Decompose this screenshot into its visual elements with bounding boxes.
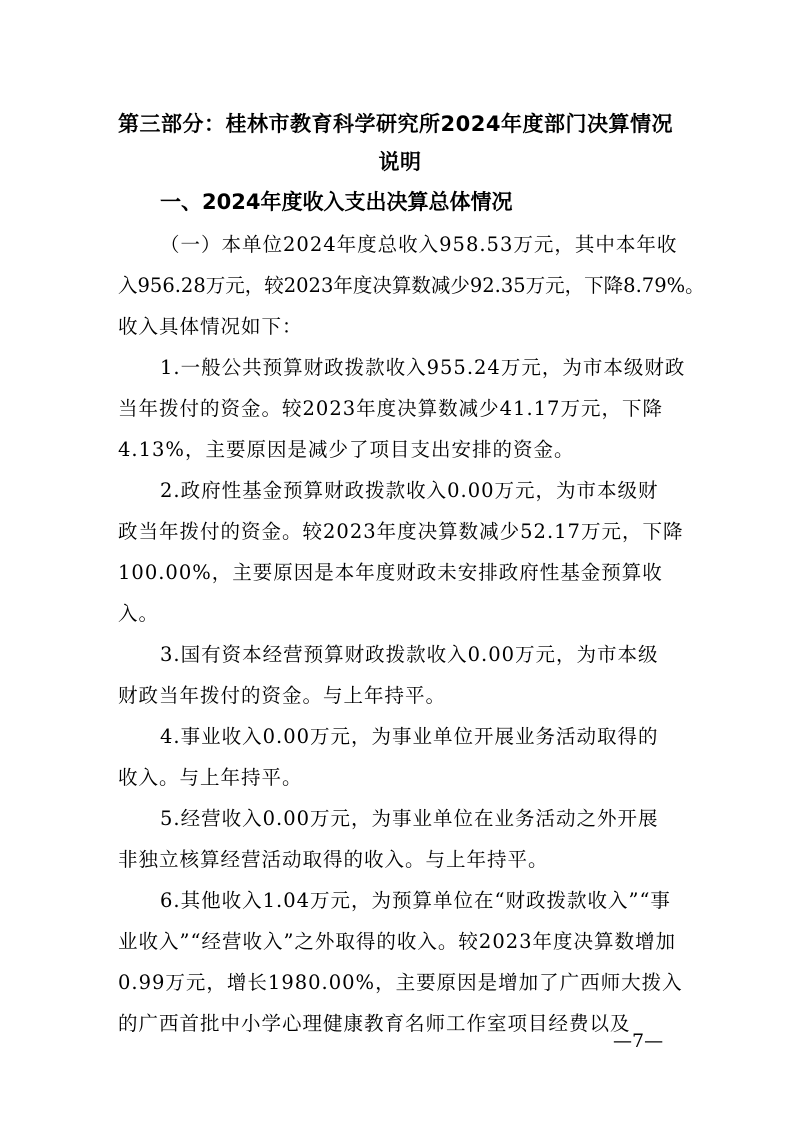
item4-line-2: 收入。与上年持平。: [118, 766, 303, 789]
item6-line-4: 的广西首批中小学心理健康教育名师工作室项目经费以及: [118, 1012, 631, 1035]
document-title-line-2: 说明: [378, 150, 422, 174]
item4-line-1: 4.事业收入0.00万元，为事业单位开展业务活动取得的: [160, 725, 659, 748]
section-heading: 一、2024年度收入支出决算总体情况: [160, 190, 513, 214]
overview-line-2: 入956.28万元，较2023年度决算数减少92.35万元，下降8.79%。: [118, 274, 705, 297]
page-number: —7—: [613, 1030, 664, 1052]
item2-line-2: 政当年拨付的资金。较2023年度决算数减少52.17万元，下降: [118, 520, 684, 543]
item2-line-4: 入。: [118, 602, 160, 625]
item1-line-3: 4.13%，主要原因是减少了项目支出安排的资金。: [118, 438, 575, 461]
document-title-line-1: 第三部分：桂林市教育科学研究所2024年度部门决算情况: [118, 112, 673, 136]
item3-line-2: 财政当年拨付的资金。与上年持平。: [118, 684, 447, 707]
item5-line-2: 非独立核算经营活动取得的收入。与上年持平。: [118, 848, 549, 871]
item6-line-1: 6.其他收入1.04万元，为预算单位在“财政拨款收入”“事: [160, 889, 671, 912]
item5-line-1: 5.经营收入0.00万元，为事业单位在业务活动之外开展: [160, 807, 659, 830]
item2-line-1: 2.政府性基金预算财政拨款收入0.00万元，为市本级财: [160, 479, 659, 502]
item1-line-2: 当年拨付的资金。较2023年度决算数减少41.17万元，下降: [118, 397, 663, 420]
item6-line-3: 0.99万元，增长1980.00%，主要原因是增加了广西师大拨入: [118, 971, 683, 994]
item6-line-2: 业收入”“经营收入”之外取得的收入。较2023年度决算数增加: [118, 930, 677, 953]
overview-line-3: 收入具体情况如下：: [118, 315, 303, 338]
item2-line-3: 100.00%，主要原因是本年度财政未安排政府性基金预算收: [118, 561, 663, 584]
item1-line-1: 1.一般公共预算财政拨款收入955.24万元，为市本级财政: [160, 356, 686, 379]
item3-line-1: 3.国有资本经营预算财政拨款收入0.00万元，为市本级: [160, 643, 659, 666]
overview-line-1: （一）本单位2024年度总收入958.53万元，其中本年收: [160, 233, 678, 256]
